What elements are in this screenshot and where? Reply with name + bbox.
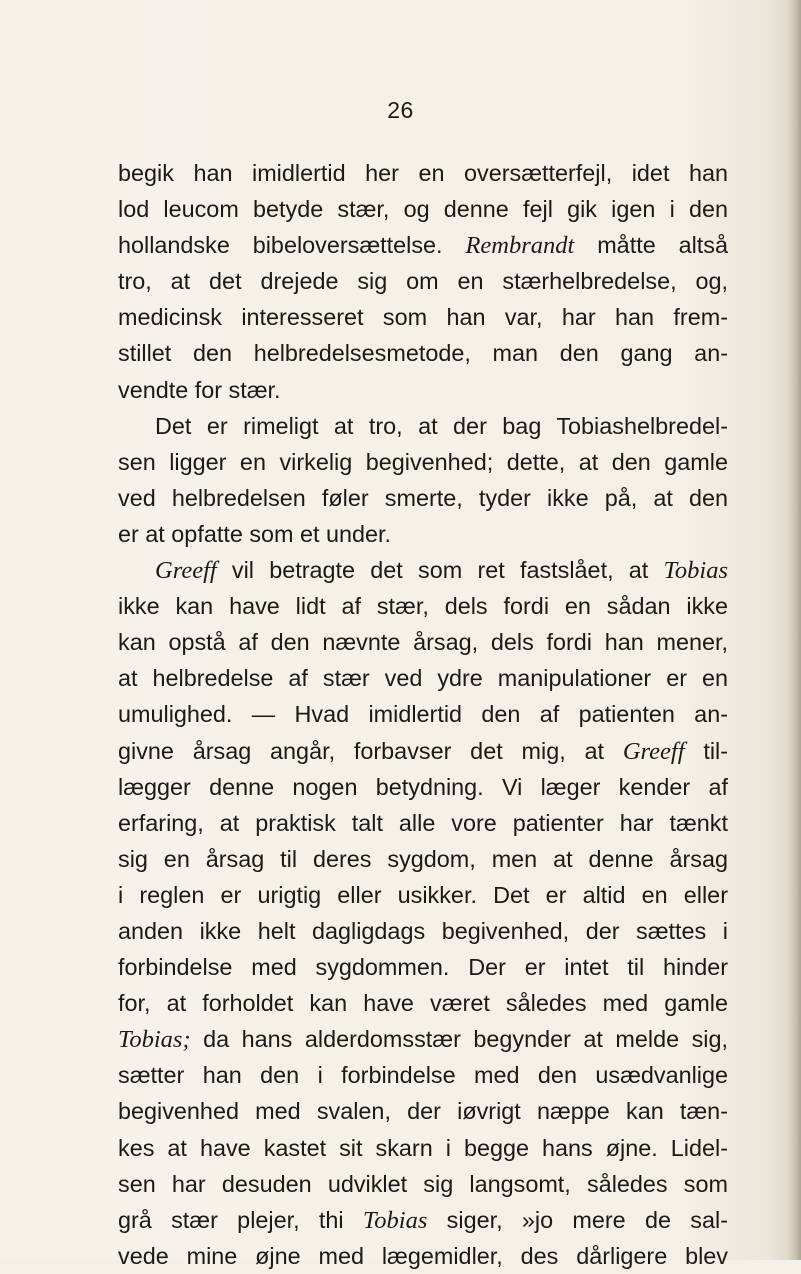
body-text [118, 155, 728, 1274]
text-line-4: tro, at det drejede sig om en stærhelbredelse, og, [118, 268, 728, 295]
italic-name-greeff: Greeff [622, 737, 685, 765]
text-line-5: medicinsk interesseret som han var, har han frem- [118, 304, 728, 331]
text-line-2: lod leucom betyde stær, og denne fejl gik igen i den [118, 196, 728, 223]
text-line-15: at helbredelse af stær ved ydre manipulationer er en [118, 665, 728, 692]
text-line-6: stillet den helbredelsesmetode, man den gang an- [118, 340, 728, 367]
text-line-3: hollandske bibeloversættelse. Rembrandt måtte altså [118, 232, 728, 260]
text-line-10: ved helbredelsen føler smerte, tyder ikke på, at den [118, 484, 728, 511]
text-line-19: erfaring, at praktisk talt alle vore patienter har tænkt [118, 809, 728, 836]
page-number: 26 [387, 97, 414, 123]
text-line-16: umulighed. — Hvad imidlertid den af patienten an- [118, 701, 728, 728]
text-line-1: begik han imidlertid her en oversætterfejl, idet han [118, 160, 728, 186]
text-line-20: sig en årsag til deres sygdom, men at denne årsag [118, 845, 728, 872]
italic-name-tobias: Tobias [663, 557, 728, 585]
text-line-9: sen ligger en virkelig begivenhed; dette, at den gamle [118, 448, 728, 475]
text-line-23: forbindelse med sygdommen. Der er intet til hinder [118, 954, 728, 981]
text-line-24: for, at forholdet kan have været således med gamle [118, 990, 728, 1017]
page-edge-shadow [787, 0, 801, 1260]
text-line-26: sætter han den i forbindelse med den usædvanlige [118, 1062, 728, 1089]
text-line-21: i reglen er urigtig eller usikker. Det er altid en eller [118, 881, 728, 908]
italic-name-tobias: Tobias [362, 1206, 428, 1234]
text-line-22: anden ikke helt dagligdags begivenhed, der sættes i [118, 917, 728, 944]
text-line-31: vede mine øjne med lægemidler, des dårligere blev [118, 1242, 728, 1269]
text-line-13: ikke kan have lidt af stær, dels fordi en sådan ikke [118, 593, 728, 620]
text-line-18: lægger denne nogen betydning. Vi læger kender af [118, 773, 728, 800]
text-line-30: grå stær plejer, thi Tobias siger, »jo mere de sal- [118, 1206, 728, 1234]
text-line-14: kan opstå af den nævnte årsag, dels fordi han mener, [118, 629, 728, 656]
italic-name-rembrandt: Rembrandt [465, 232, 575, 260]
italic-name-greeff: Greeff [155, 557, 217, 585]
text-line-28: kes at have kastet sit skarn i begge hans øjne. Lidel- [118, 1134, 728, 1161]
text-line-7: vendte for stær. [118, 376, 281, 403]
text-line-11: er at opfatte som et under. [118, 520, 392, 547]
text-line-12: Greeff vil betragte det som ret fastslået, at Tobias [155, 557, 728, 585]
text-line-27: begivenhed med svalen, der iøvrigt næppe kan tæn- [118, 1098, 728, 1125]
italic-name-tobias: Tobias; [118, 1026, 191, 1054]
text-line-25: Tobias; da hans alderdomsstær begynder at melde sig, [118, 1026, 728, 1054]
text-line-17: givne årsag angår, forbavser det mig, at Greeff til- [118, 737, 729, 765]
text-line-8: Det er rimeligt at tro, at der bag Tobiashelbredel- [155, 412, 728, 439]
text-line-29: sen har desuden udviklet sig langsomt, således som [118, 1170, 728, 1197]
